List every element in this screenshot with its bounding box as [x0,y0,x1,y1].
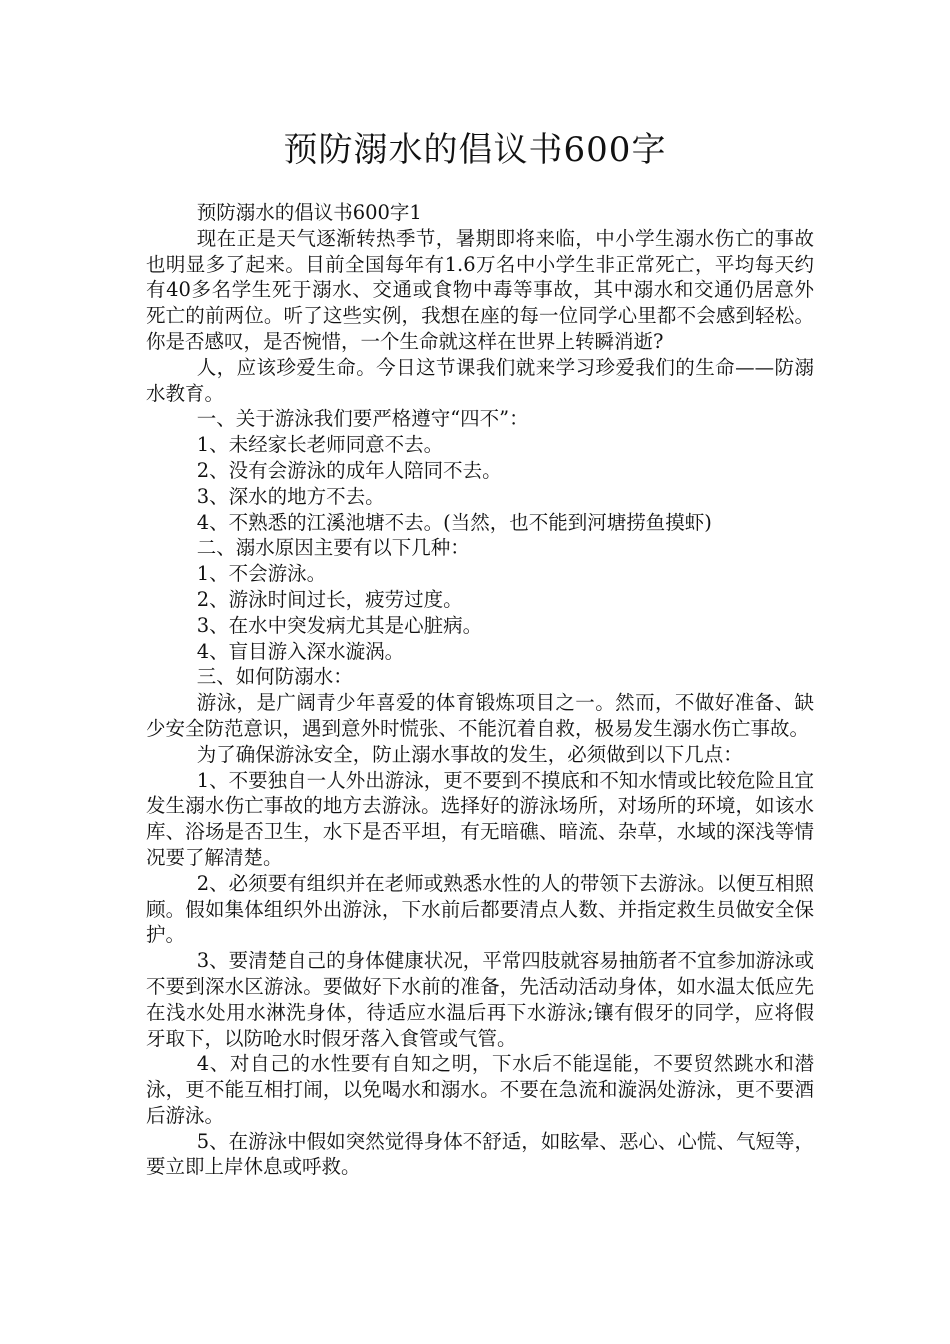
paragraph: 人，应该珍爱生命。今日这节课我们就来学习珍爱我们的生命——防溺水教育。 [146,355,814,405]
list-item: 1、未经家长老师同意不去。 [196,433,444,457]
list-item: 3、在水中突发病尤其是心脏病。 [196,613,483,637]
paragraph: 游泳，是广阔青少年喜爱的体育锻炼项目之一。然而，不做好准备、缺少安全防范意识，遇到意外时慌张、不能沉着自救，极易发生溺水伤亡事故。 [146,691,814,740]
paragraph: 为了确保游泳安全，防止溺水事故的发生，必须做到以下几点： [196,742,743,766]
document-title: 预防溺水的倡议书600字 [283,130,667,170]
list-item: 2、游泳时间过长，疲劳过度。 [196,587,463,611]
list-item: 3、深水的地方不去。 [196,484,385,508]
list-item: 4、盲目游入深水漩涡。 [196,639,405,663]
section-heading: 预防溺水的倡议书600字1 [196,201,422,224]
list-item: 4、不熟悉的江溪池塘不去。(当然，也不能到河塘捞鱼摸虾) [196,510,712,534]
list-heading: 三、如何防溺水： [196,665,353,689]
document-body [146,200,814,1180]
list-item: 4、对自己的水性要有自知之明，下水后不能逞能，不要贸然跳水和潜泳，更不能互相打闹，以免喝水和溺水。不要在急流和漩涡处游泳，更不要酒后游泳。 [146,1052,814,1127]
list-heading: 二、溺水原因主要有以下几种： [196,536,470,560]
list-item: 1、不要独自一人外出游泳，更不要到不摸底和不知水情或比较危险且宜发生溺水伤亡事故的地方去游泳。选择好的游泳场所，对场所的环境，如该水库、浴场是否卫生，水下是否平坦，有无暗礁、暗流、杂草，水域的深浅等情况要了解清楚。 [146,768,814,869]
list-heading: 一、关于游泳我们要严格遵守“四不”： [196,407,529,431]
list-item: 2、必须要有组织并在老师或熟悉水性的人的带领下去游泳。以便互相照顾。假如集体组织外出游泳，下水前后都要清点人数、并指定救生员做安全保护。 [146,871,814,947]
paragraph: 现在正是天气逐渐转热季节，暑期即将来临，中小学生溺水伤亡的事故也明显多了起来。目前全国每年有1.6万名中小学生非正常死亡，平均每天约有40多名学生死于溺水、交通或食物中毒等事故，其中溺水和交通仍居意外死亡的前两位。听了这些实例，我想在座的每一位同学心里都不会感到轻松。你是否感叹，是否惋惜，一个生命就这样在世界上转瞬消逝? [146,226,814,353]
list-item: 5、在游泳中假如突然觉得身体不舒适，如眩晕、恶心、心慌、气短等，要立即上岸休息或呼救。 [146,1129,814,1179]
list-item: 1、不会游泳。 [196,562,327,586]
list-item: 3、要清楚自己的身体健康状况，平常四肢就容易抽筋者不宜参加游泳或不要到深水区游泳。要做好下水前的准备，先活动活动身体，如水温太低应先在浅水处用水淋洗身体，待适应水温后再下水游泳;镶有假牙的同学，应将假牙取下，以防呛水时假牙落入食管或气管。 [146,949,814,1050]
list-item: 2、没有会游泳的成年人陪同不去。 [196,458,502,482]
